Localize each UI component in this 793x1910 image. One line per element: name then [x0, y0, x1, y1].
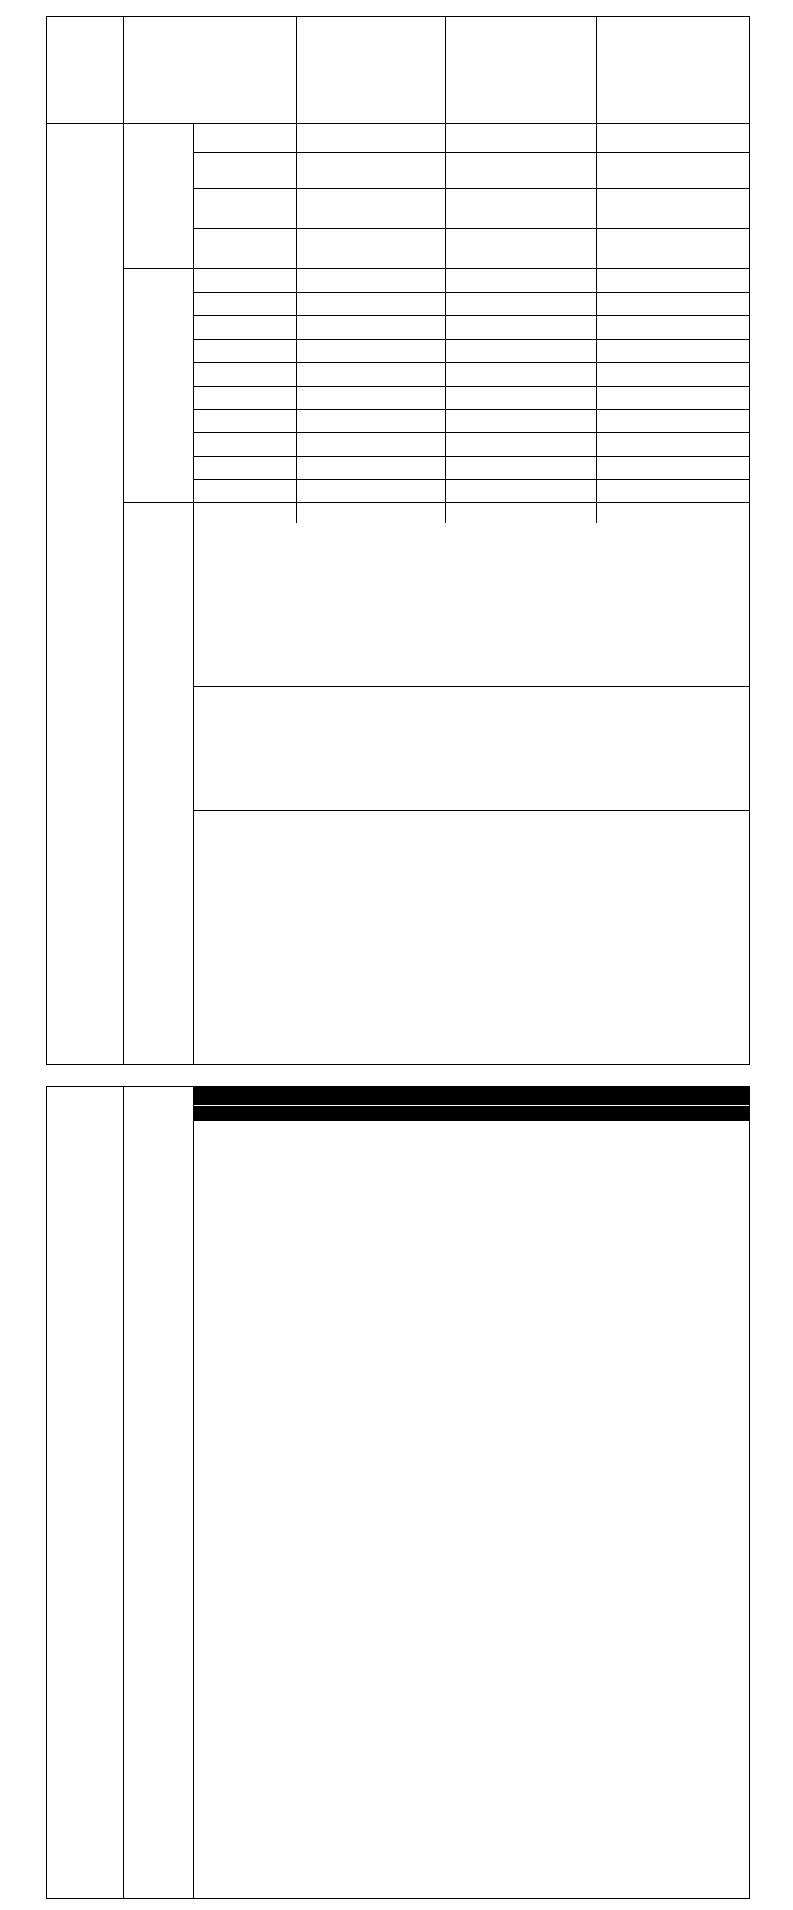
section-divider	[123, 502, 750, 503]
col-sep	[596, 123, 597, 523]
row-line	[193, 386, 750, 387]
border-bottom	[46, 1064, 750, 1065]
para-divider	[193, 1094, 750, 1095]
row-line	[193, 292, 750, 293]
col-sep	[445, 123, 446, 523]
para-divider	[193, 686, 750, 687]
col-sep	[123, 1086, 124, 1899]
para-divider	[193, 1120, 750, 1121]
border-top	[46, 16, 750, 17]
para-divider	[193, 810, 750, 811]
para-divider	[193, 1092, 750, 1093]
row-line	[193, 362, 750, 363]
row-line	[193, 315, 750, 316]
para-divider	[193, 1089, 750, 1090]
col-sep	[296, 16, 297, 124]
para-divider	[193, 1104, 750, 1105]
row-line	[193, 479, 750, 480]
row-line	[193, 409, 750, 410]
row-line	[193, 152, 750, 153]
row-line	[193, 228, 750, 229]
border-left	[46, 1086, 47, 1899]
row-line	[193, 339, 750, 340]
border-right	[749, 16, 750, 1065]
para-divider	[193, 1086, 750, 1087]
header-divider	[46, 123, 750, 124]
border-left	[46, 16, 47, 1065]
row-line	[193, 432, 750, 433]
para-divider	[193, 1095, 750, 1096]
col-sep	[296, 123, 297, 523]
border-bottom	[46, 1898, 750, 1899]
col-sep	[123, 16, 124, 1065]
col-sep	[596, 16, 597, 124]
row-line	[193, 188, 750, 189]
col-sep	[193, 1086, 194, 1899]
row-line	[193, 456, 750, 457]
col-sep	[445, 16, 446, 124]
col-sep	[193, 123, 194, 1065]
border-right	[749, 1086, 750, 1899]
section-divider	[123, 268, 750, 269]
